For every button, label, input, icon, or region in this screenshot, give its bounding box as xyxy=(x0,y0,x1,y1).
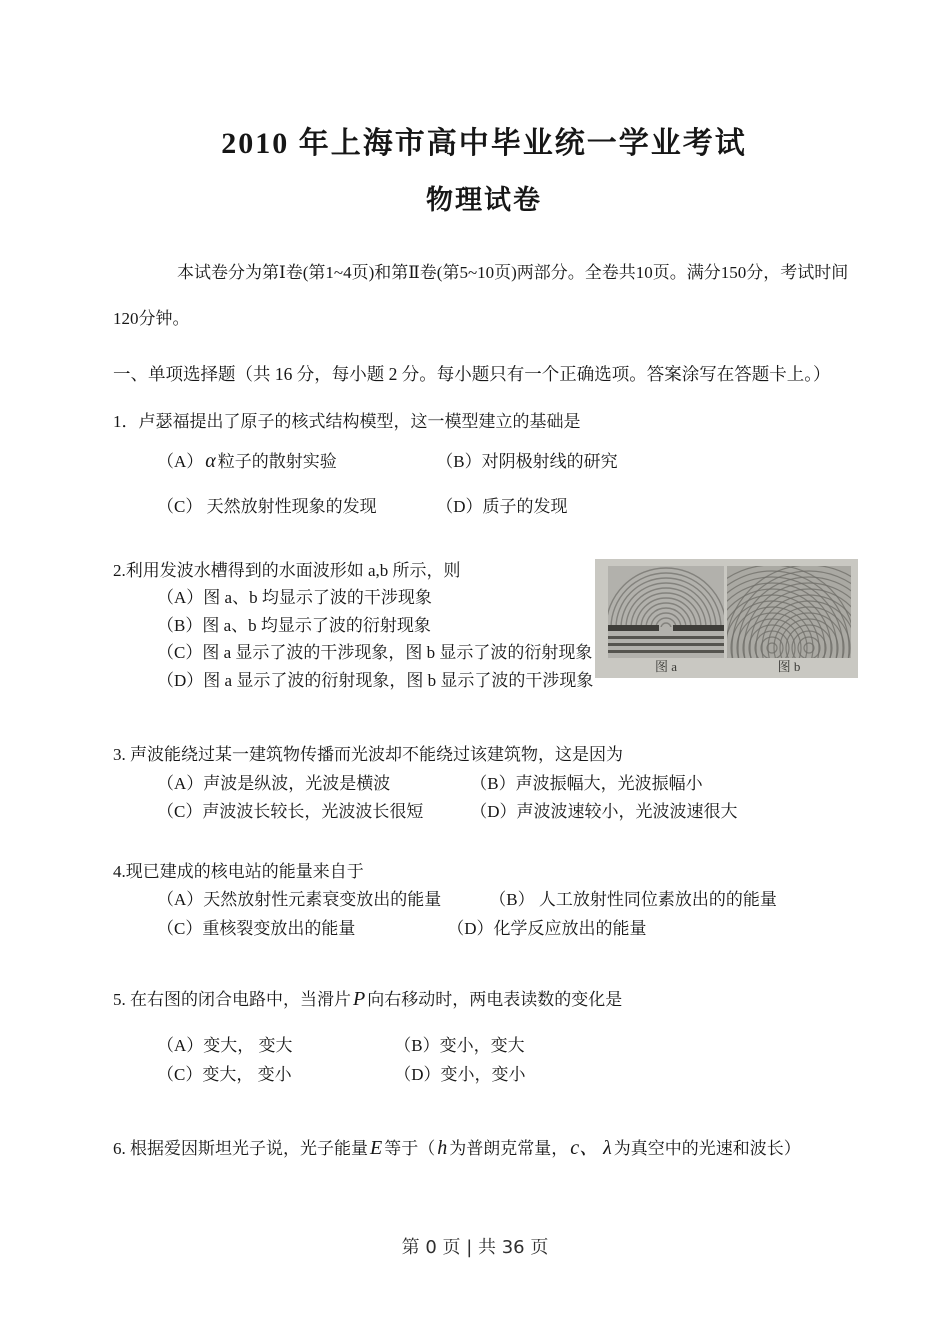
option-b: （B）变小，变大 xyxy=(394,1036,525,1055)
question-3-options-row-1 xyxy=(113,770,855,799)
stem-text-4: 为真空中的光速和波长） xyxy=(613,1139,801,1158)
option-a: （A）声波是纵波，光波是横波 xyxy=(157,773,391,793)
stem-text-3: 为普朗克常量， xyxy=(449,1139,569,1158)
option-a xyxy=(157,443,432,480)
document-content xyxy=(113,0,855,1176)
option-b: （B）声波振幅大，光波振幅小 xyxy=(470,773,703,793)
option-a-label: （A） xyxy=(157,451,204,471)
wave-photos xyxy=(608,566,851,658)
figure-b-label: 图 b xyxy=(777,658,801,674)
question-1 xyxy=(113,408,855,521)
question-1-options-row-1 xyxy=(113,443,855,480)
stem-text-1: 6. 根据爱因斯坦光子说，光子能量 xyxy=(113,1139,368,1158)
alpha-symbol: α xyxy=(205,449,216,472)
stem-text-1: 5. 在右图的闭合电路中，当滑片 xyxy=(113,990,351,1009)
energy-e-symbol: E xyxy=(370,1137,383,1159)
option-d: （D）图 a 显示了波的衍射现象，图 b 显示了波的干涉现象 xyxy=(157,670,594,690)
question-4-stem: 4.现已建成的核电站的能量来自于 xyxy=(113,861,364,881)
planck-h-symbol: h xyxy=(437,1137,448,1159)
question-5-options-row-1 xyxy=(113,1032,855,1061)
page-title: 2010 年上海市高中毕业统一学业考试 xyxy=(221,127,747,160)
question-3 xyxy=(113,741,855,827)
option-d: （D）变小，变小 xyxy=(394,1064,526,1084)
option-b: （B）图 a、b 均显示了波的衍射现象 xyxy=(157,615,431,635)
option-c: （C）声波波长较长，光波波长很短 xyxy=(157,802,424,821)
question-4-options-row-1 xyxy=(113,886,855,915)
question-5-options xyxy=(113,1032,855,1089)
option-b: （B）对阴极射线的研究 xyxy=(436,451,618,471)
option-c: （C）图 a 显示了波的干涉现象，图 b 显示了波的衍射现象 xyxy=(157,643,593,662)
wave-figure-labels xyxy=(608,658,851,675)
question-3-options-row-2 xyxy=(113,798,855,827)
page-footer xyxy=(0,1233,950,1259)
slider-p-symbol: P xyxy=(353,988,366,1010)
option-a-text: 粒子的散射实验 xyxy=(217,451,337,471)
exam-intro-paragraph: 本试卷分为第Ⅰ卷(第1~4页)和第Ⅱ卷(第5~10页)两部分。全卷共10页。满分150分，考试时间120分钟。 xyxy=(113,263,849,328)
question-3-stem: 3. 声波能绕过某一建筑物传播而光波却不能绕过该建筑物，这是因为 xyxy=(113,745,623,764)
question-4-options-row-2 xyxy=(113,915,855,944)
question-5-options-row-2 xyxy=(113,1061,855,1090)
lightspeed-c-symbol: c、 xyxy=(570,1137,600,1159)
question-6-stem xyxy=(113,1121,855,1176)
option-c: （C）重核裂变放出的能量 xyxy=(157,918,356,938)
question-1-stem: 1．卢瑟福提出了原子的核式结构模型，这一模型建立的基础是 xyxy=(113,411,581,431)
option-b: （B） 人工放射性同位素放出的的能量 xyxy=(489,890,777,909)
option-a: （A）天然放射性元素衰变放出的能量 xyxy=(157,890,442,909)
option-d: （D）化学反应放出的能量 xyxy=(447,918,647,938)
diffraction-photo-a xyxy=(608,566,724,658)
stem-text-2: 等于（ xyxy=(384,1139,436,1158)
option-a: （A）图 a、b 均显示了波的干涉现象 xyxy=(157,588,432,607)
page-indicator: 第 0 页 | 共 36 页 xyxy=(401,1237,549,1258)
question-1-options-row-2 xyxy=(113,493,855,521)
question-6 xyxy=(113,1121,855,1176)
question-5 xyxy=(113,979,855,1089)
section-one-heading: 一、单项选择题（共 16 分，每小题 2 分。每小题只有一个正确选项。答案涂写在答题卡上。） xyxy=(113,364,831,384)
question-4 xyxy=(113,858,855,944)
page-subtitle: 物理试卷 xyxy=(426,185,542,215)
option-a: （A）变大， 变大 xyxy=(157,1036,293,1055)
figure-a-label: 图 a xyxy=(654,658,678,674)
option-d: （D）质子的发现 xyxy=(436,496,568,516)
option-c: （C） 天然放射性现象的发现 xyxy=(157,496,377,516)
question-2 xyxy=(113,557,855,695)
option-c: （C）变大， 变小 xyxy=(157,1064,292,1084)
option-d: （D）声波波速较小，光波波速很大 xyxy=(470,802,738,821)
interference-photo-b xyxy=(727,566,851,658)
stem-text-2: 向右移动时，两电表读数的变化是 xyxy=(367,990,623,1009)
question-5-stem xyxy=(113,979,855,1020)
water-wave-figure xyxy=(595,559,858,678)
question-2-stem: 2.利用发波水槽得到的水面波形如 a,b 所示，则 xyxy=(113,560,461,580)
lambda-symbol: λ xyxy=(603,1137,612,1159)
